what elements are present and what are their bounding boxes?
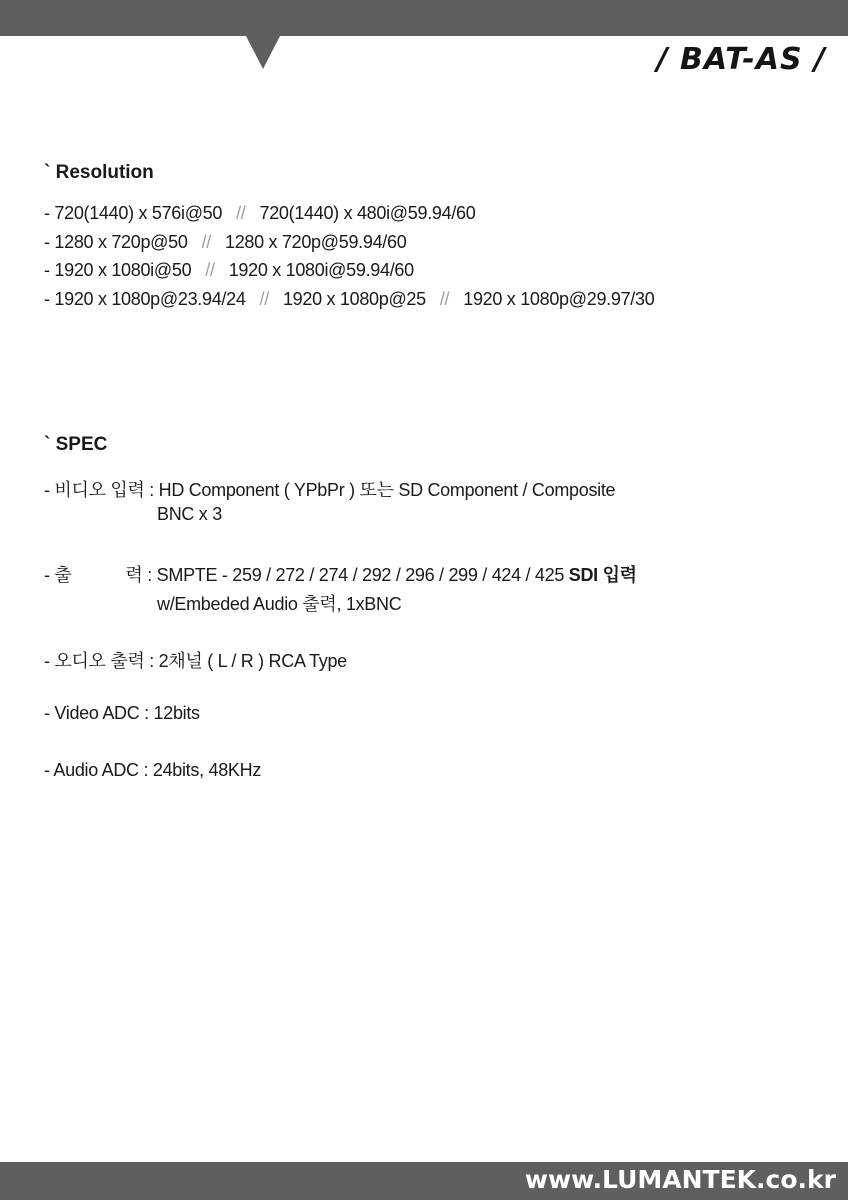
resolution-value: - 1280 x 720p@50 bbox=[44, 232, 188, 252]
resolution-title: ` Resolution bbox=[44, 162, 154, 183]
spec-title: ` SPEC bbox=[44, 434, 108, 455]
separator: // bbox=[201, 232, 211, 252]
footer-url: www.LUMANTEK.co.kr bbox=[524, 1165, 836, 1194]
spec-output-formats: 력 : SMPTE - 259 / 272 / 274 / 292 / 296 / 299 / 424 / 425 bbox=[125, 565, 569, 585]
spec-audio-adc: - Audio ADC : 24bits, 48KHz bbox=[44, 760, 262, 780]
resolution-row-1 bbox=[44, 203, 475, 224]
separator: // bbox=[259, 289, 269, 309]
resolution-value: 1920 x 1080p@29.97/30 bbox=[463, 289, 655, 309]
resolution-value: - 1920 x 1080i@50 bbox=[44, 260, 192, 280]
resolution-row-3 bbox=[44, 260, 414, 281]
separator: // bbox=[439, 289, 450, 309]
spec-output bbox=[44, 561, 637, 587]
spec-output-sdi: SDI 입력 bbox=[568, 565, 637, 585]
separator: // bbox=[236, 203, 246, 223]
spec-output-label: - 출 bbox=[44, 565, 72, 585]
resolution-value: 1920 x 1080i@59.94/60 bbox=[228, 260, 414, 280]
resolution-value: - 1920 x 1080p@23.94/24 bbox=[44, 289, 246, 309]
resolution-value: 1920 x 1080p@25 bbox=[282, 289, 426, 309]
top-bar bbox=[0, 0, 848, 36]
resolution-value: - 720(1440) x 576i@50 bbox=[44, 203, 223, 223]
footer-bar bbox=[0, 1162, 848, 1200]
resolution-value: 1280 x 720p@59.94/60 bbox=[224, 232, 407, 252]
spec-output-audio: w/Embeded Audio 출력, 1xBNC bbox=[157, 594, 402, 614]
spec-video-adc: - Video ADC : 12bits bbox=[44, 703, 200, 723]
spec-video-input: - 비디오 입력 : HD Component ( YPbPr ) 또는 SD Component / Composite bbox=[44, 480, 616, 500]
spec-video-input-connector: BNC x 3 bbox=[157, 504, 222, 524]
resolution-row-4 bbox=[44, 289, 654, 310]
separator: // bbox=[205, 260, 215, 280]
brand-logo: / BAT-AS / bbox=[656, 42, 826, 77]
spec-audio-output: - 오디오 출력 : 2채널 ( L / R ) RCA Type bbox=[44, 651, 347, 671]
resolution-value: 720(1440) x 480i@59.94/60 bbox=[259, 203, 476, 223]
resolution-row-2 bbox=[44, 232, 406, 253]
top-bar-notch bbox=[246, 36, 280, 69]
